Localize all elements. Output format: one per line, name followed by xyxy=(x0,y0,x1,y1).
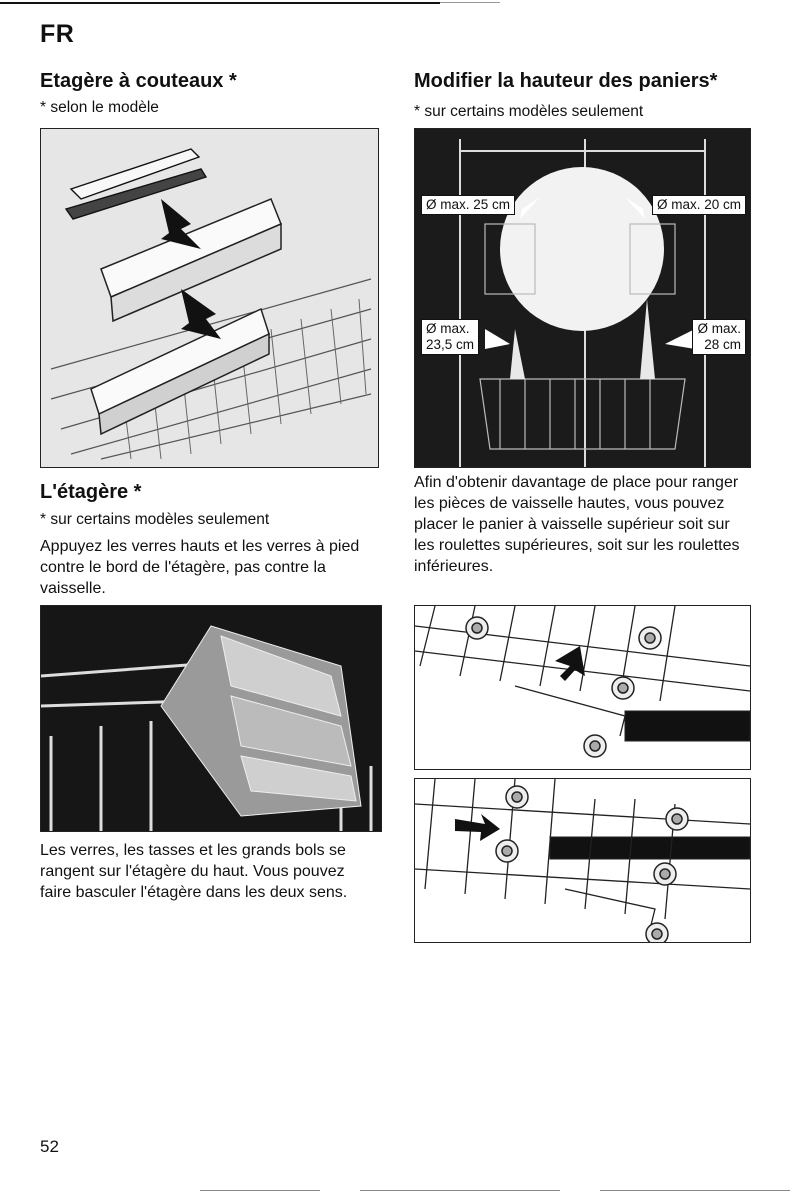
basket-roller-lower-illustration xyxy=(414,778,751,943)
knife-shelf-note: * selon le modèle xyxy=(40,99,159,116)
knife-shelf-drawing xyxy=(41,129,378,467)
shelf-instructions: Appuyez les verres hauts et les verres à pied contre le bord de l'étagère, pas contre la vaisselle. xyxy=(40,538,360,597)
knife-shelf-title: Etagère à couteaux * xyxy=(40,70,237,92)
bottom-rule-3 xyxy=(600,1190,790,1191)
basket-height-note: * sur certains modèles seulement xyxy=(414,103,644,120)
top-rule xyxy=(0,2,440,4)
page-number: 52 xyxy=(40,1137,59,1156)
top-rule-thin xyxy=(440,2,500,3)
max-diameter-label-mid-left-line2: 23,5 cm xyxy=(426,337,475,352)
bottom-rule-2 xyxy=(360,1190,560,1191)
bottom-rule-1 xyxy=(200,1190,320,1191)
basket-roller-upper-drawing xyxy=(415,606,750,769)
basket-height-photo xyxy=(414,128,751,468)
max-diameter-label-top-right: Ø max. 20 cm xyxy=(652,195,746,215)
shelf-title: L'étagère * xyxy=(40,481,142,503)
knife-shelf-illustration xyxy=(40,128,379,468)
shelf-drawing xyxy=(41,606,381,831)
max-diameter-label-top-left: Ø max. 25 cm xyxy=(421,195,515,215)
max-diameter-label-mid-left-line1: Ø max. xyxy=(426,321,470,336)
shelf-caption: Les verres, les tasses et les grands bols se rangent sur l'étagère du haut. Vous pouvez faire basculer l'étagère dans les deux sens. xyxy=(40,842,348,901)
max-diameter-label-mid-right-line2: 28 cm xyxy=(704,337,741,352)
basket-roller-lower-drawing xyxy=(415,779,750,942)
basket-height-instructions: Afin d'obtenir davantage de place pour ranger les pièces de vaisselle hautes, vous pouvez placer le panier à vaisselle supérieur soit sur les roulettes supérieures, soit sur les roulettes inférieures. xyxy=(414,474,740,575)
basket-roller-upper-illustration xyxy=(414,605,751,770)
shelf-note: * sur certains modèles seulement xyxy=(40,511,270,528)
basket-height-title: Modifier la hauteur des paniers* xyxy=(414,70,718,92)
max-diameter-label-mid-right-line1: Ø max. xyxy=(697,321,741,336)
basket-height-drawing xyxy=(415,129,750,467)
language-code: FR xyxy=(40,20,75,48)
shelf-photo xyxy=(40,605,382,832)
max-diameter-label-mid-left xyxy=(421,319,479,355)
max-diameter-label-mid-right xyxy=(692,319,746,355)
